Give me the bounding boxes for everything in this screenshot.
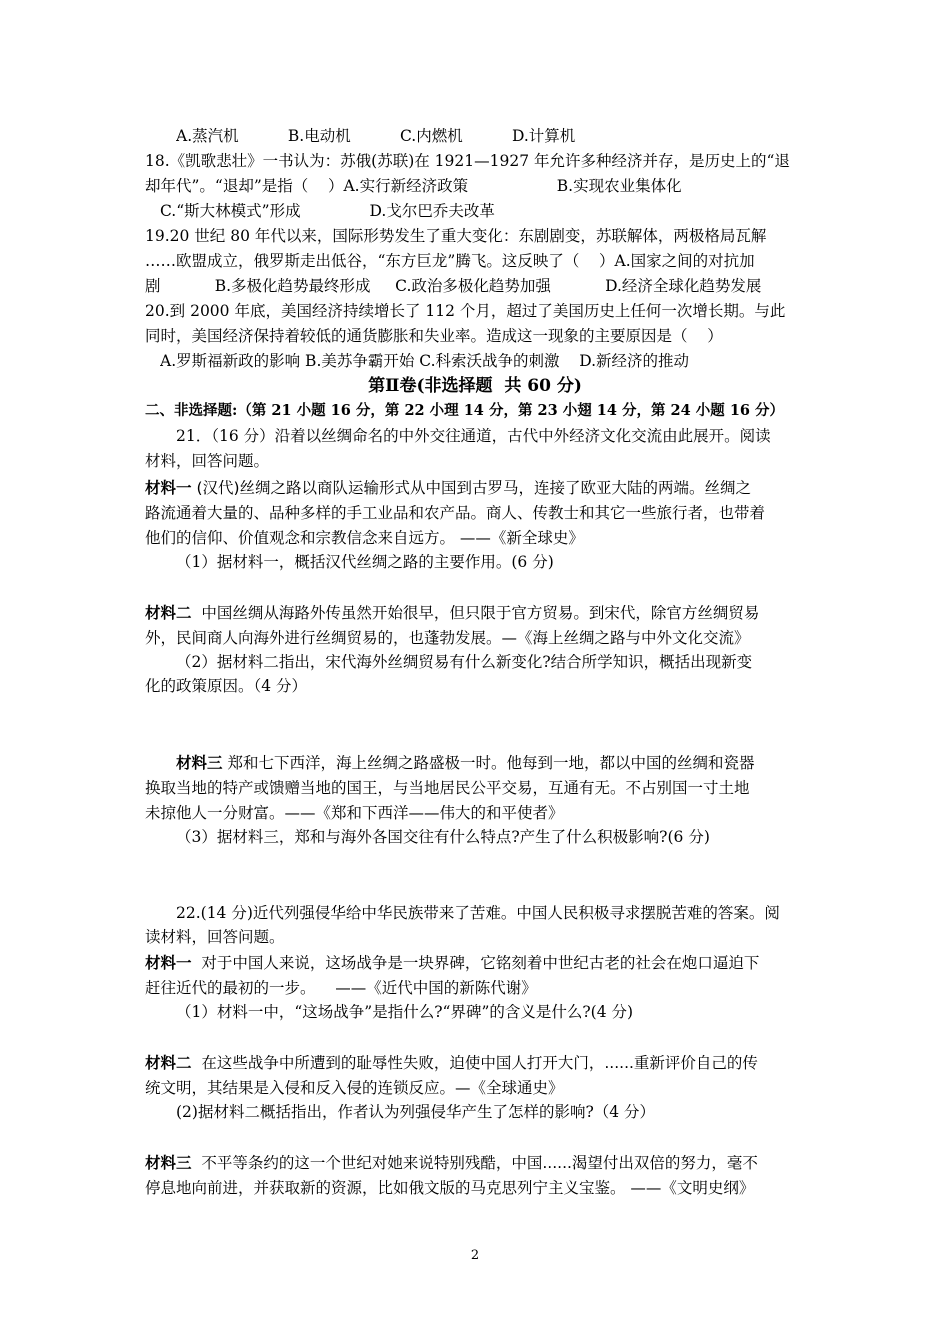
q21-material-2-text: 中国丝绸从海路外传虽然开始很早，但只限于官方贸易。到宋代，除官方丝绸贸易	[191, 604, 760, 622]
q22-material-3-label: 材料三	[145, 1154, 192, 1172]
q21-material-3-line-1	[176, 752, 848, 774]
q21-subquestion-2-line-2: 化的政策原因。（4 分）	[145, 677, 308, 695]
q19-line-3: 剧 B.多极化趋势最终形成 C.政治多极化趋势加强 D.经济全球化趋势发展	[145, 277, 762, 295]
q22-subquestion-2: (2)据材料二概括指出，作者认为列强侵华产生了怎样的影响?（4 分）	[176, 1103, 656, 1121]
q21-material-3-line-2: 换取当地的特产或馈赠当地的国王，与当地居民公平交易，互通有无。不占别国一寸土地	[145, 779, 750, 797]
q19-line-1: 19.20 世纪 80 年代以来，国际形势发生了重大变化：东剧剧变，苏联解体，两极格局瓦解	[145, 227, 767, 245]
q22-material-1-text: 对于中国人来说，这场战争是一块界碑，它铭刻着中世纪古老的社会在炮口逼迫下	[191, 954, 760, 972]
q22-intro-1: 22.(14 分)近代列强侵华给中华民族带来了苦难。中国人民积极寻求摆脱苦难的答案。阅	[176, 904, 780, 922]
q22-subquestion-1: （1）材料一中，“这场战争”是指什么?“界碑”的含义是什么?(4 分)	[176, 1003, 634, 1021]
part2-title: 第Ⅱ卷(非选择题 共 60 分)	[368, 376, 582, 396]
q21-material-1-label: 材料一	[145, 479, 192, 497]
q18-line-3: C.“斯大林模式”形成 D.戈尔巴乔夫改革	[160, 202, 495, 220]
q22-material-2-line-2: 统文明，其结果是入侵和反入侵的连锁反应。—《全球通史》	[145, 1079, 564, 1097]
q18-line-1: 18.《凯歌悲壮》一书认为：苏俄(苏联)在 1921—1927 年允许多种经济并存，是历史上的“退	[145, 152, 790, 170]
q20-line-1: 20.到 2000 年底，美国经济持续增长了 112 个月，超过了美国历史上任何一次增长期。与此	[145, 302, 786, 320]
q22-material-3-line-2: 停息地向前进，并获取新的资源，比如俄文版的马克思列宁主义宝鉴。 ——《文明史纲》	[145, 1179, 755, 1197]
q17-options: A.蒸汽机 B.电动机 C.内燃机 D.计算机	[176, 127, 576, 145]
part2-heading: 二、非选择题:（第 21 小题 16 分，第 22 小理 14 分，第 23 小翅 14 分，第 24 小题 16 分）	[145, 402, 785, 419]
q22-material-1-line-2: 赶往近代的最初的一步。 ——《近代中国的新陈代谢》	[145, 979, 537, 997]
q21-material-3-label: 材料三	[176, 754, 223, 772]
q22-material-2-text: 在这些战争中所遭到的耻辱性失败，迫使中国人打开大门，......重新评价自己的传	[191, 1054, 758, 1072]
q19-line-2: ……欧盟成立，俄罗斯走出低谷，“东方巨龙”腾飞。这反映了（ ）A.国家之间的对抗加	[145, 252, 755, 270]
q22-intro-2: 读材料，回答问题。	[145, 928, 285, 946]
q21-intro-1: 21．（16 分）沿着以丝绸命名的中外交往通道，古代中外经济文化交流由此展开。阅读	[176, 427, 771, 445]
q22-material-2-label: 材料二	[145, 1054, 192, 1072]
q18-line-2: 却年代”。“退却”是指（ ）A.实行新经济政策 B.实现农业集体化	[145, 177, 682, 195]
q22-material-3-text: 不平等条约的这一个世纪对她来说特别残酷，中国......渴望付出双倍的努力，毫不	[191, 1154, 758, 1172]
q21-material-1-line-1	[145, 477, 817, 499]
q21-material-3-text: 郑和七下西洋，海上丝绸之路盛极一时。他每到一地，都以中国的丝绸和瓷器	[222, 754, 755, 772]
q22-material-2-line-1	[145, 1052, 817, 1074]
q21-material-2-label: 材料二	[145, 604, 192, 622]
q21-intro-2: 材料，回答问题。	[145, 452, 270, 470]
q20-line-3: A.罗斯福新政的影响 B.美苏争霸开始 C.科索沃战争的刺激 D.新经济的推动	[160, 352, 690, 370]
q21-subquestion-3: （3）据材料三，郑和与海外各国交往有什么特点?产生了什么积极影响?(6 分)	[176, 828, 710, 846]
q21-material-1-text: (汉代)丝绸之路以商队运输形式从中国到古罗马，连接了欧亚大陆的两端。丝绸之	[191, 479, 752, 497]
q21-material-1-line-3: 他们的信仰、价值观念和宗教信念来自远方。 ——《新全球史》	[145, 529, 584, 547]
page-number: 2	[470, 1248, 480, 1263]
q21-material-2-line-2: 外，民间商人向海外进行丝绸贸易的，也蓬勃发展。—《海上丝绸之路与中外文化交流》	[145, 629, 750, 647]
q20-line-2: 同时，美国经济保持着较低的通货膨胀和失业率。造成这一现象的主要原因是（ ）	[145, 327, 723, 345]
q21-material-2-line-1	[145, 602, 817, 624]
q21-subquestion-2-line-1: （2）据材料二指出，宋代海外丝绸贸易有什么新变化?结合所学知识，概括出现新变	[176, 653, 753, 671]
q22-material-1-line-1	[145, 952, 817, 974]
q22-material-3-line-1	[145, 1152, 817, 1174]
q22-material-1-label: 材料一	[145, 954, 192, 972]
q21-material-1-line-2: 路流通着大量的、品种多样的手工业品和农产品。商人、传教士和其它一些旅行者，也带着	[145, 504, 766, 522]
q21-subquestion-1: （1）据材料一，概括汉代丝绸之路的主要作用。(6 分)	[176, 553, 554, 571]
q21-material-3-line-3: 未掠他人一分财富。——《郑和下西洋——伟大的和平使者》	[145, 804, 564, 822]
